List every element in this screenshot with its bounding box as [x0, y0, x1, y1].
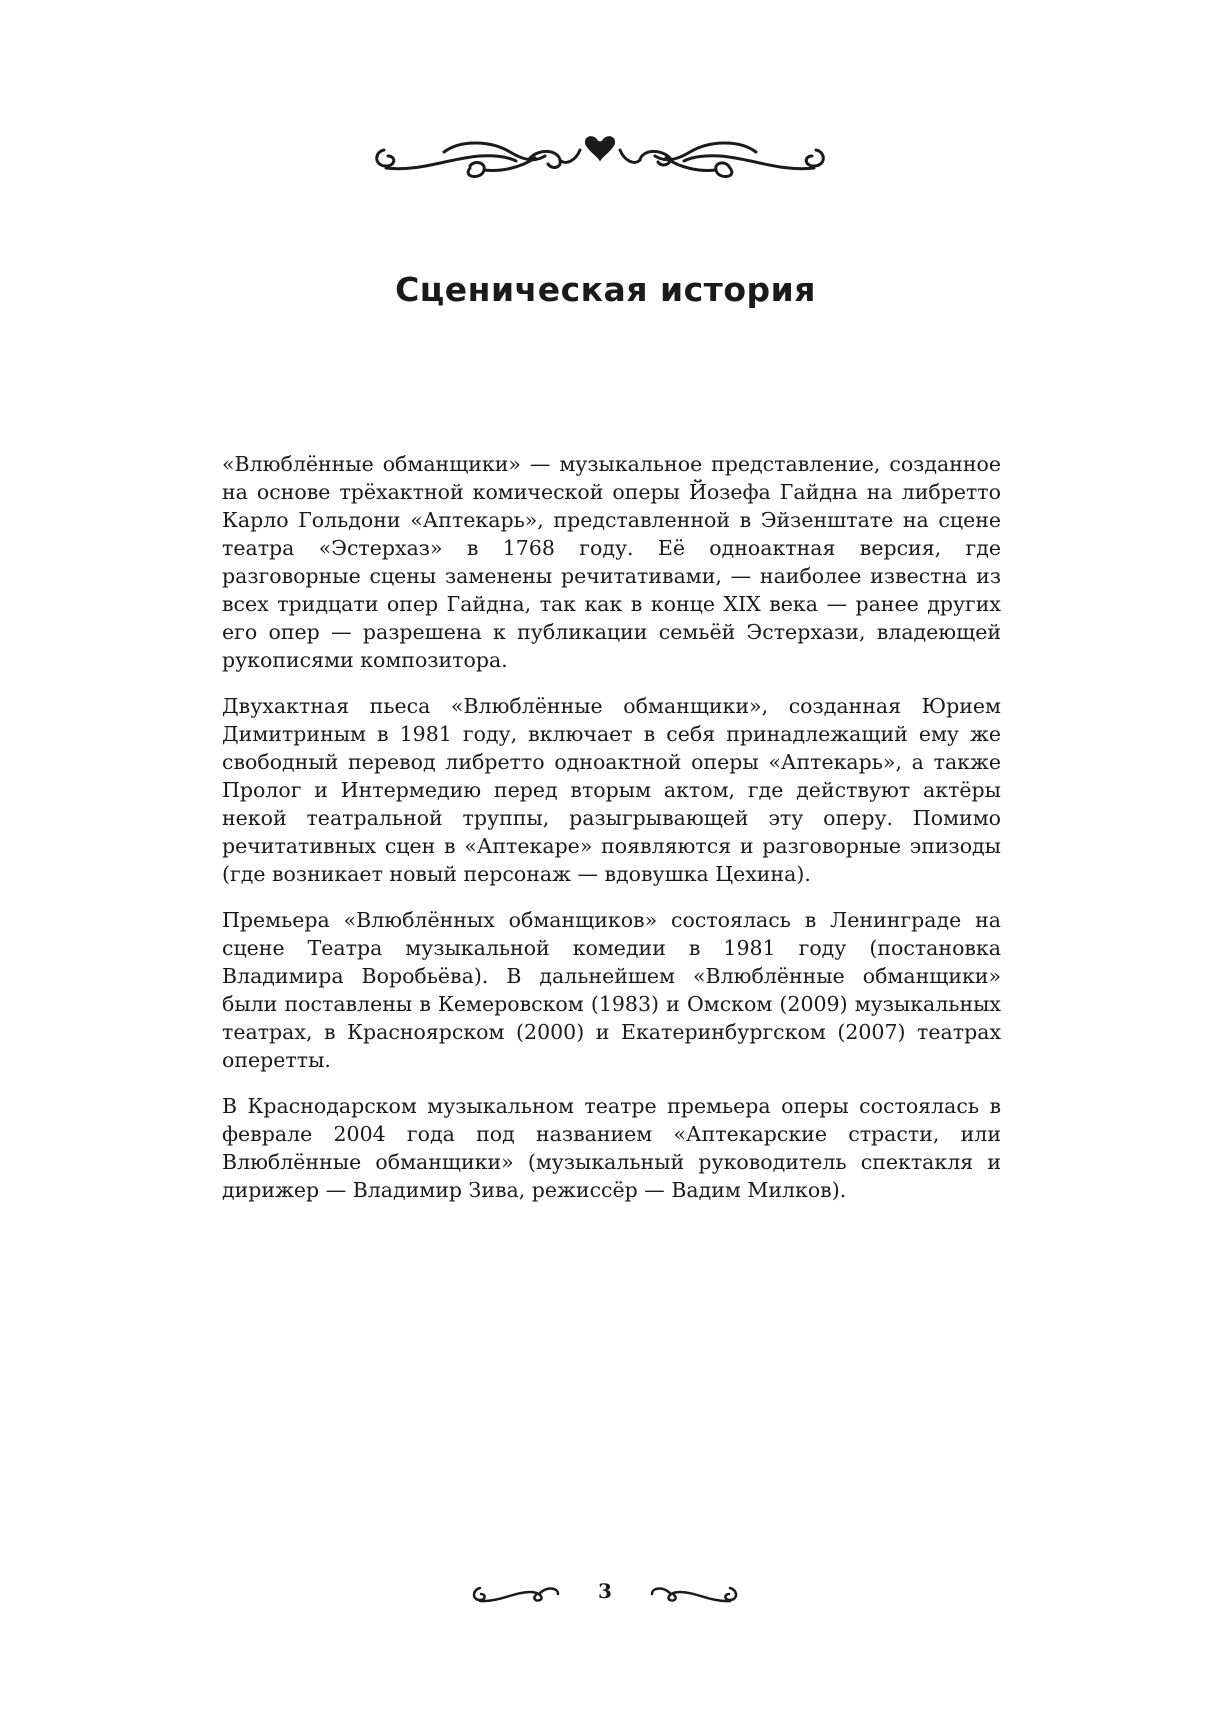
- paragraph: Двухактная пьеса «Влюблённые обманщики», созданная Юрием Димитриным в 1981 году, включает в себя принадлежащий ему же свободный перевод либретто одноактной оперы «Аптекарь», а также Пролог и Интермедию перед вторым актом, где действуют актёры некой театральной труппы, разыгрывающей эту оперу. Помимо речитативных сцен в «Аптекаре» появляются и разговорные эпизоды (где возникает новый персонаж — вдовушка Цехина).: [222, 694, 1001, 886]
- heart-scroll-ornament-icon: [370, 128, 841, 184]
- body-text: [222, 450, 1001, 1222]
- paragraph: В Краснодарском музыкальном театре премьера оперы состоялась в феврале 2004 года под названием «Аптекарские страсти, или Влюблённые обманщики» (музыкальный руководитель спектакля и дирижер — Владимир Зива, режиссёр — Вадим Милков).: [222, 1094, 1001, 1202]
- page-number: 3: [598, 1579, 612, 1603]
- paragraph: «Влюблённые обманщики» — музыкальное представление, созданное на основе трёхактной комической оперы Йозефа Гайдна на либретто Карло Гольдони «Аптекарь», представленной в Эйзенштате на сцене театра «Эстерхаз» в 1768 году. Её одноактная версия, где разговорные сцены заменены речитативами, — наиболее известна из всех тридцати опер Гайдна, так как в конце XIX века — ранее других его опер — разрешена к публикации семьёй Эстерхази, владеющей рукописями композитора.: [222, 452, 1001, 672]
- page-title: Сценическая история: [395, 270, 816, 309]
- paragraph: Премьера «Влюблённых обманщиков» состоялась в Ленинграде на сцене Театра музыкальной комедии в 1981 году (постановка Владимира Воробьёва). В дальнейшем «Влюблённые обманщики» были поставлены в Кемеровском (1983) и Омском (2009) музыкальных театрах, в Красноярском (2000) и Екатеринбургском (2007) театрах оперетты.: [222, 908, 1001, 1072]
- scroll-ornament-icon: [648, 1580, 740, 1604]
- page-footer: [470, 1576, 740, 1606]
